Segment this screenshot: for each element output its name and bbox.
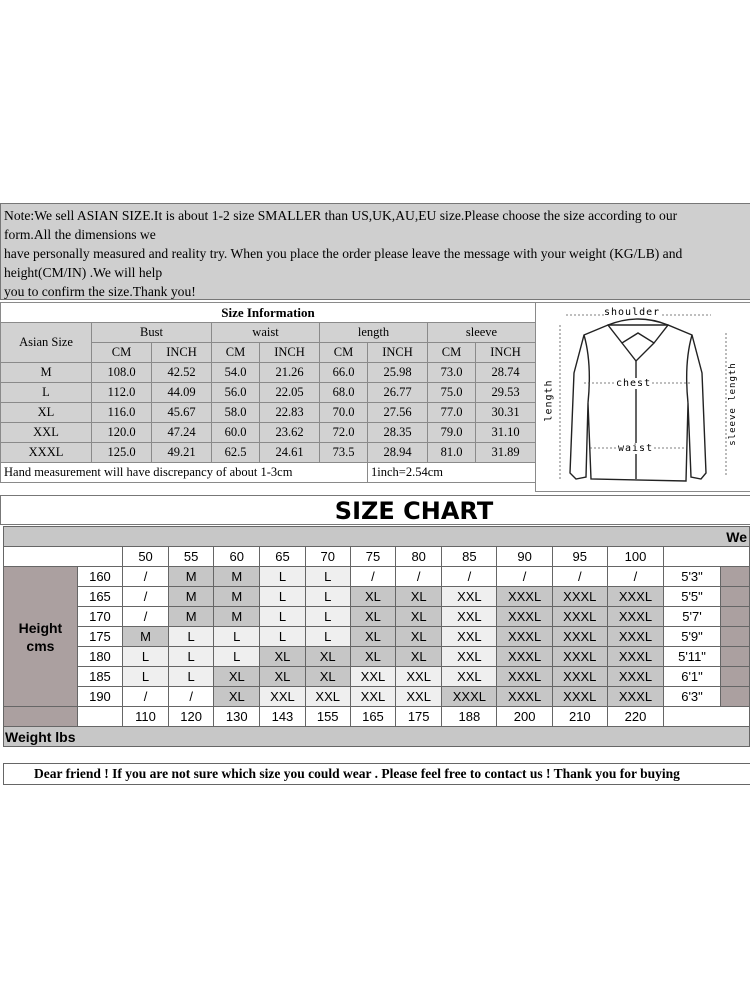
size-row [1,363,536,383]
weight-lbs: 220 [607,707,663,727]
size-cell: XXXL [552,687,607,707]
size-row [1,443,536,463]
row-edge [720,647,749,667]
weight-kg: 95 [552,547,607,567]
chest-label: chest [616,378,652,389]
note-line: Note:We sell ASIAN SIZE.It is about 1-2 size SMALLER than US,UK,AU,EU size.Please choose the size according to our [4,208,678,223]
size-cell: L [305,607,350,627]
size-cell: M [214,607,260,627]
size-cell: L [169,627,214,647]
weight-kg: 55 [169,547,214,567]
row-edge [720,567,749,587]
weight-lbs: 130 [214,707,260,727]
row-edge [720,687,749,707]
corner-cell [4,547,123,567]
measurement-cell: 29.53 [476,383,536,403]
sleeve-length-label: sleeve length [728,359,738,449]
height-row [4,627,750,647]
note-line: you to confirm the size.Thank you! [4,284,196,299]
measurement-cell: 112.0 [92,383,152,403]
size-cell: XL [305,667,350,687]
height-label: Height cms [4,567,78,707]
size-cell: XXL [442,587,497,607]
size-cell: XL [214,687,260,707]
height-cm: 190 [77,687,122,707]
size-cell: XXXL [607,607,663,627]
height-cm: 160 [77,567,122,587]
size-cell: XXXL [552,587,607,607]
size-cell: M [123,627,169,647]
measurement-cell: 81.0 [428,443,476,463]
unit-cm-header: CM [428,343,476,363]
shoulder-label: shoulder [604,307,661,318]
size-cell: XXXL [442,687,497,707]
measurement-cell: 26.77 [368,383,428,403]
size-cell: XXL [350,687,395,707]
sleeve-header: sleeve [428,323,536,343]
size-cell: XL [396,587,442,607]
hand-measurement-note: Hand measurement will have discrepancy of about 1-3cm [1,463,368,483]
weight-lbs: 175 [396,707,442,727]
weight-lbs: 155 [305,707,350,727]
height-row [4,607,750,627]
size-cell: XXL [396,687,442,707]
measurement-cell: 75.0 [428,383,476,403]
size-cell: L [260,627,305,647]
row-edge [720,587,749,607]
height-row [4,587,750,607]
size-cell: XL [350,627,395,647]
measurement-cell: 68.0 [320,383,368,403]
height-ft: 5'7' [664,607,721,627]
size-cell: M [214,567,260,587]
note-line: height(CM/IN) .We will help [4,265,163,280]
measurement-cell: 108.0 [92,363,152,383]
weight-lbs: 165 [350,707,395,727]
size-cell: XXXL [607,627,663,647]
length-header: length [320,323,428,343]
size-name: XL [1,403,92,423]
size-cell: XL [396,647,442,667]
weight-kg: 50 [123,547,169,567]
size-cell: XXL [442,627,497,647]
contact-message: Dear friend ! If you are not sure which size you could wear . Please feel free to contact us ! Thank you for buying [3,763,750,785]
height-ft: 6'1" [664,667,721,687]
measurement-cell: 45.67 [152,403,212,423]
measurement-cell: 70.0 [320,403,368,423]
size-cell: L [260,567,305,587]
measurement-cell: 23.62 [260,423,320,443]
length-label: length [543,379,555,422]
size-cell: / [123,607,169,627]
size-name: M [1,363,92,383]
shirt-illustration [536,303,750,493]
size-cell: M [169,607,214,627]
height-ft: 5'5" [664,587,721,607]
measurement-cell: 120.0 [92,423,152,443]
waist-header: waist [212,323,320,343]
unit-inch-header: INCH [476,343,536,363]
waist-label: waist [618,443,654,454]
measurement-cell: 22.83 [260,403,320,423]
shirt-diagram [535,302,750,492]
size-cell: / [607,567,663,587]
size-cell: / [497,567,552,587]
measurement-cell: 25.98 [368,363,428,383]
height-row [4,687,750,707]
size-cell: L [123,667,169,687]
size-row [1,423,536,443]
size-cell: / [123,687,169,707]
size-cell: XL [396,607,442,627]
unit-inch-header: INCH [260,343,320,363]
size-cell: XXXL [607,687,663,707]
unit-inch-header: INCH [152,343,212,363]
size-information-table [0,302,536,483]
measurement-cell: 44.09 [152,383,212,403]
measurement-cell: 58.0 [212,403,260,423]
size-cell: L [305,567,350,587]
height-ft: 5'3" [664,567,721,587]
size-cell: XXXL [607,587,663,607]
size-cell: L [260,587,305,607]
size-cell: L [123,647,169,667]
size-cell: M [169,587,214,607]
row-edge [720,607,749,627]
row-edge [720,627,749,647]
size-row [1,383,536,403]
size-cell: XXL [350,667,395,687]
size-cell: XL [350,647,395,667]
weight-kg: 65 [260,547,305,567]
size-cell: XXXL [552,667,607,687]
measurement-cell: 54.0 [212,363,260,383]
weight-kg: 60 [214,547,260,567]
measurement-cell: 28.74 [476,363,536,383]
size-note [0,203,750,300]
size-name: XXL [1,423,92,443]
size-cell: XXXL [497,687,552,707]
weight-kg: 85 [442,547,497,567]
size-cell: / [552,567,607,587]
size-cell: XL [214,667,260,687]
measurement-cell: 73.0 [428,363,476,383]
unit-cm-header: CM [92,343,152,363]
size-cell: / [350,567,395,587]
weight-kg-header: We [4,527,750,547]
height-row [4,647,750,667]
size-cell: XXL [396,667,442,687]
weight-kg: 90 [497,547,552,567]
size-row [1,403,536,423]
size-cell: XXXL [497,647,552,667]
size-cell: XXXL [497,607,552,627]
size-cell: XL [396,627,442,647]
measurement-cell: 31.10 [476,423,536,443]
height-cm: 175 [77,627,122,647]
measurement-cell: 28.35 [368,423,428,443]
size-cell: XL [350,587,395,607]
size-cell: XL [260,647,305,667]
measurement-cell: 77.0 [428,403,476,423]
size-cell: XL [260,667,305,687]
measurement-cell: 49.21 [152,443,212,463]
row-edge [720,667,749,687]
measurement-cell: 62.5 [212,443,260,463]
height-cm: 165 [77,587,122,607]
height-row [4,567,750,587]
measurement-cell: 21.26 [260,363,320,383]
size-cell: M [214,587,260,607]
size-cell: / [442,567,497,587]
size-cell: XXXL [552,647,607,667]
weight-lbs: 188 [442,707,497,727]
measurement-cell: 56.0 [212,383,260,403]
lbs-corner [4,707,78,727]
size-cell: XL [305,647,350,667]
height-cm: 185 [77,667,122,687]
size-cell: XXL [442,667,497,687]
measurement-cell: 30.31 [476,403,536,423]
size-name: L [1,383,92,403]
size-guide [0,203,750,788]
measurement-cell: 28.94 [368,443,428,463]
size-cell: XXXL [552,627,607,647]
size-cell: L [260,607,305,627]
note-line: have personally measured and reality try. When you place the order please leave the message with your weight (KG/LB) and [4,246,683,261]
weight-lbs: 210 [552,707,607,727]
height-cm: 170 [77,607,122,627]
size-cell: L [169,647,214,667]
size-cell: XXXL [497,627,552,647]
unit-inch-header: INCH [368,343,428,363]
size-cell: XXL [260,687,305,707]
weight-lbs: 143 [260,707,305,727]
size-cell: M [169,567,214,587]
weight-kg: 80 [396,547,442,567]
measurement-cell: 73.5 [320,443,368,463]
ft-header-blank [664,547,750,567]
size-chart-table [3,526,750,747]
inch-conversion: 1inch=2.54cm [368,463,536,483]
size-name: XXXL [1,443,92,463]
size-cell: L [214,647,260,667]
weight-kg: 100 [607,547,663,567]
height-cm: 180 [77,647,122,667]
size-cell: XXL [442,647,497,667]
asian-size-header: Asian Size [1,323,92,363]
size-cell: / [123,567,169,587]
size-cell: XXXL [497,667,552,687]
size-cell: / [396,567,442,587]
height-ft: 6'3" [664,687,721,707]
measurement-cell: 47.24 [152,423,212,443]
weight-kg: 70 [305,547,350,567]
weight-kg: 75 [350,547,395,567]
size-cell: L [214,627,260,647]
lbs-blank [77,707,122,727]
size-cell: XXL [305,687,350,707]
measurement-cell: 27.56 [368,403,428,423]
weight-lbs: 200 [497,707,552,727]
lbs-tail [664,707,750,727]
size-cell: / [123,587,169,607]
height-row [4,667,750,687]
size-cell: XXL [442,607,497,627]
size-cell: L [305,587,350,607]
measurement-cell: 60.0 [212,423,260,443]
size-cell: XL [350,607,395,627]
height-ft: 5'9" [664,627,721,647]
size-chart-title: SIZE CHART [0,495,750,525]
size-cell: XXXL [607,647,663,667]
measurement-cell: 79.0 [428,423,476,443]
weight-lbs: 120 [169,707,214,727]
measurement-cell: 31.89 [476,443,536,463]
size-cell: L [169,667,214,687]
note-line: form.All the dimensions we [4,227,156,242]
size-cell: XXXL [497,587,552,607]
unit-cm-header: CM [212,343,260,363]
unit-cm-header: CM [320,343,368,363]
size-cell: L [305,627,350,647]
weight-lbs: 110 [123,707,169,727]
bust-header: Bust [92,323,212,343]
measurement-cell: 22.05 [260,383,320,403]
size-information-title: Size Information [1,303,536,323]
measurement-cell: 42.52 [152,363,212,383]
measurement-cell: 116.0 [92,403,152,423]
measurement-cell: 66.0 [320,363,368,383]
size-cell: XXXL [552,607,607,627]
weight-lbs-label: Weight lbs [4,727,750,747]
height-ft: 5'11" [664,647,721,667]
measurement-cell: 72.0 [320,423,368,443]
measurement-cell: 125.0 [92,443,152,463]
size-cell: / [169,687,214,707]
measurement-cell: 24.61 [260,443,320,463]
size-cell: XXXL [607,667,663,687]
